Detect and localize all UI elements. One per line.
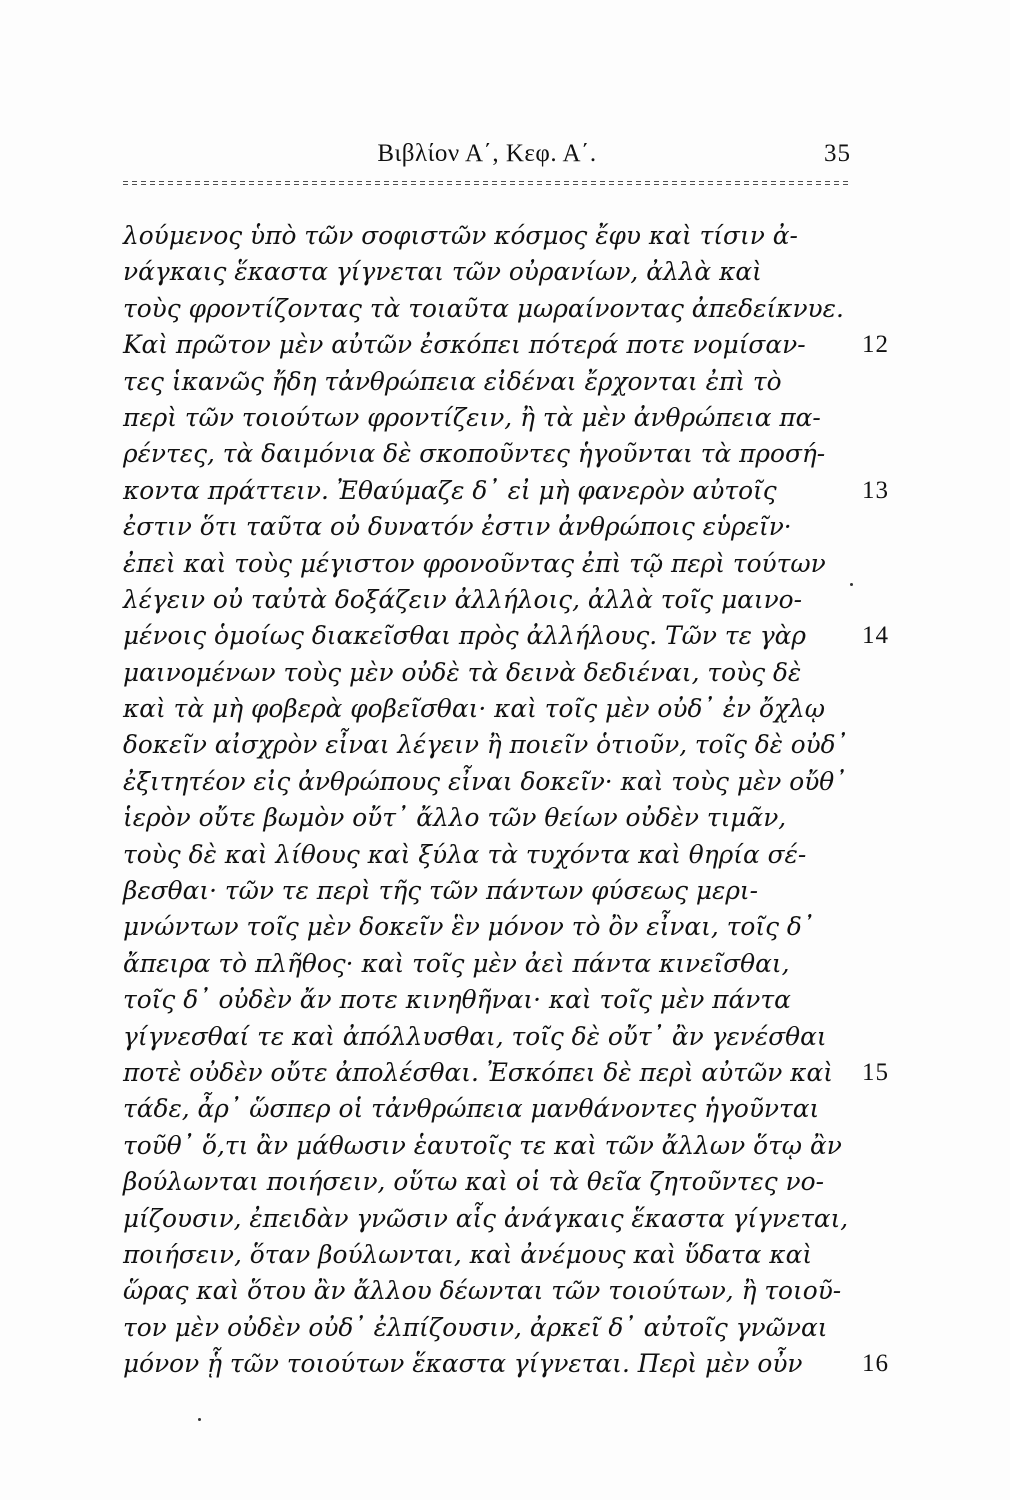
- text-line: ἐξιτητέον εἰς ἀνθρώπους εἶναι δοκεῖν· καὶ τοὺς μὲν οὔθ᾽: [123, 766, 847, 796]
- text-line: ἱερὸν οὔτε βωμὸν οὔτ᾽ ἄλλο τῶν θείων οὐδὲν τιμᾶν,: [123, 803, 787, 833]
- text-line: τοὺς δὲ καὶ λίθους καὶ ξύλα τὰ τυχόντα καὶ θηρία σέ-: [123, 839, 807, 869]
- text-line: καὶ τὰ μὴ φοβερὰ φοβεῖσθαι· καὶ τοῖς μὲν οὐδ᾽ ἐν ὄχλῳ: [123, 694, 825, 724]
- text-line: ἄπειρα τὸ πλῆθος· καὶ τοῖς μὲν ἀεὶ πάντα κινεῖσθαι,: [123, 948, 790, 978]
- running-header: [123, 140, 851, 176]
- text-line: τοὺς φροντίζοντας τὰ τοιαῦτα μωραίνοντας ἀπεδείκνυε.: [123, 293, 844, 323]
- page-number: 35: [824, 140, 851, 167]
- text-line: μόνον ᾗ τῶν τοιούτων ἕκαστα γίγνεται. Περὶ μὲν οὖν 16: [123, 1346, 853, 1382]
- text-line: κοντα πράττειν. Ἐθαύμαζε δ᾽ εἰ μὴ φανερὸν αὐτοῖς 13: [123, 473, 853, 509]
- text-line: τοῖς δ᾽ οὐδὲν ἄν ποτε κινηθῆναι· καὶ τοῖς μὲν πάντα: [123, 985, 791, 1015]
- text-line: λέγειν οὐ ταὐτὰ δοξάζειν ἀλλήλοις, ἀλλὰ τοῖς μαινο-: [123, 584, 803, 614]
- text-line: ὥρας καὶ ὅτου ἂν ἄλλου δέωνται τῶν τοιούτων, ἢ τοιοῦ-: [123, 1276, 842, 1306]
- text-line: ρέντες, τὰ δαιμόνια δὲ σκοποῦντες ἡγοῦνται τὰ προσή-: [123, 439, 826, 469]
- text-line: βεσθαι· τῶν τε περὶ τῆς τῶν πάντων φύσεως μερι-: [123, 876, 759, 906]
- greek-text-block: [123, 218, 889, 1383]
- text-line: περὶ τῶν τοιούτων φροντίζειν, ἢ τὰ μὲν ἀνθρώπεια πα-: [123, 402, 821, 432]
- text-line: ἐπεὶ καὶ τοὺς μέγιστον φρονοῦντας ἐπὶ τῷ περὶ τούτων: [123, 548, 826, 578]
- text-line: λούμενος ὑπὸ τῶν σοφιστῶν κόσμος ἔφυ καὶ τίσιν ἀ-: [123, 221, 798, 250]
- section-number: 14: [862, 622, 889, 650]
- print-speck: [198, 1418, 201, 1421]
- section-number: 13: [862, 476, 889, 504]
- text-line: μένοις ὁμοίως διακεῖσθαι πρὸς ἀλλήλους. Τῶν τε γὰρ 14: [123, 618, 853, 654]
- text-line: μαινομένων τοὺς μὲν οὐδὲ τὰ δεινὰ δεδιέναι, τοὺς δὲ: [123, 657, 802, 687]
- text-line: τον μὲν οὐδὲν οὐδ᾽ ἐλπίζουσιν, ἀρκεῖ δ᾽ αὐτοῖς γνῶναι: [123, 1312, 828, 1342]
- print-speck: [850, 583, 853, 586]
- header-rule: [123, 179, 851, 185]
- text-line: ἐστιν ὅτι ταῦτα οὐ δυνατόν ἐστιν ἀνθρώποις εὑρεῖν·: [123, 512, 792, 542]
- section-number: 12: [862, 331, 889, 359]
- text-line: τες ἱκανῶς ἤδη τἀνθρώπεια εἰδέναι ἔρχονται ἐπὶ τὸ: [123, 366, 782, 396]
- text-line: Καὶ πρῶτον μὲν αὐτῶν ἐσκόπει πότερά ποτε νομίσαν- 12: [123, 327, 853, 363]
- text-line: μίζουσιν, ἐπειδὰν γνῶσιν αἷς ἀνάγκαις ἕκαστα γίγνεται,: [123, 1203, 849, 1233]
- text-line: τάδε, ἆρ᾽ ὥσπερ οἱ τἀνθρώπεια μανθάνοντες ἡγοῦνται: [123, 1094, 820, 1124]
- text-line: νάγκαις ἕκαστα γίγνεται τῶν οὐρανίων, ἀλλὰ καὶ: [123, 257, 762, 287]
- text-line: τοῦθ᾽ ὅ,τι ἂν μάθωσιν ἑαυτοῖς τε καὶ τῶν ἄλλων ὅτῳ ἂν: [123, 1130, 842, 1160]
- section-number: 15: [862, 1058, 889, 1086]
- text-line: ποιήσειν, ὅταν βούλωνται, καὶ ἀνέμους καὶ ὕδατα καὶ: [123, 1239, 813, 1269]
- text-line: βούλωνται ποιήσειν, οὕτω καὶ οἱ τὰ θεῖα ζητοῦντες νο-: [123, 1167, 824, 1197]
- section-number: 16: [862, 1350, 889, 1378]
- text-line: γίγνεσθαί τε καὶ ἀπόλλυσθαι, τοῖς δὲ οὔτ᾽ ἂν γενέσθαι: [123, 1021, 827, 1051]
- text-line: ποτὲ οὐδὲν οὔτε ἀπολέσθαι. Ἐσκόπει δὲ περὶ αὐτῶν καὶ 15: [123, 1055, 853, 1091]
- text-line: δοκεῖν αἰσχρὸν εἶναι λέγειν ἢ ποιεῖν ὁτιοῦν, τοῖς δὲ οὐδ᾽: [123, 730, 848, 760]
- text-line: μνώντων τοῖς μὲν δοκεῖν ἓν μόνον τὸ ὂν εἶναι, τοῖς δ᾽: [123, 912, 815, 942]
- running-title: Βιβλίον Α΄, Κεφ. Α΄.: [377, 140, 597, 167]
